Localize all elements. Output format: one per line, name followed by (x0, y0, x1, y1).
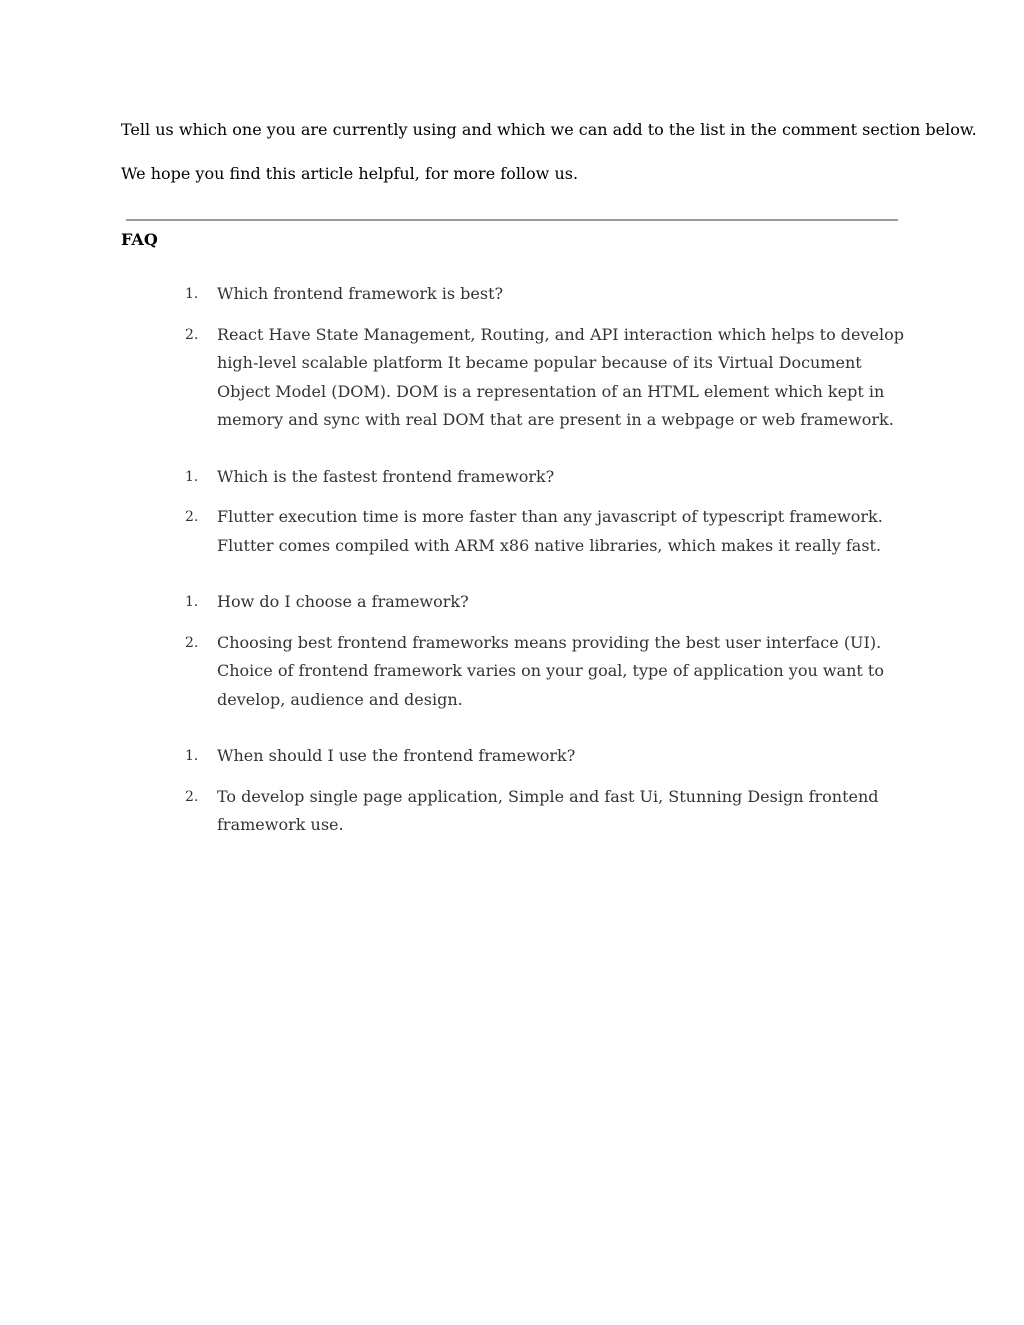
faq-answer (185, 321, 910, 435)
question-text: How do I choose a framework? (217, 592, 469, 611)
horizontal-divider (126, 219, 898, 221)
answer-text: Flutter execution time is more faster than any javascript of typescript framework. Flutter comes compiled with ARM x86 native libraries, which makes it really fast. (217, 507, 883, 555)
faq-heading: FAQ (121, 230, 158, 249)
answer-text: Choosing best frontend frameworks means providing the best user interface (UI). Choice of frontend framework varies on your goal, type of application you want to develop, audience and design. (217, 632, 884, 709)
question-text: Which is the fastest frontend framework? (217, 466, 555, 486)
faq-item (185, 463, 910, 561)
list-number: 2. (185, 326, 199, 343)
faq-answer (185, 503, 910, 560)
faq-item (185, 280, 910, 435)
faq-question (185, 588, 910, 617)
faq-list (185, 280, 910, 868)
answer-text: React Have State Management, Routing, and API interaction which helps to develop high-level scalable platform It became popular because of its Virtual Document Object Model (DOM). DOM is a representation of an HTML element which kept in memory and sync with real DOM that are present in a webpage or web framework. (217, 324, 904, 429)
list-number: 1. (185, 594, 199, 610)
faq-question (185, 280, 910, 309)
faq-answer (185, 783, 910, 840)
list-number: 2. (185, 634, 199, 651)
list-number: 1. (185, 748, 199, 764)
list-number: 2. (185, 788, 199, 805)
faq-item (185, 588, 910, 714)
list-number: 1. (185, 286, 199, 302)
question-text: Which frontend framework is best? (217, 284, 504, 303)
intro-paragraph-comment: Tell us which one you are currently using and which we can add to the list in the comment section below. (121, 120, 977, 139)
intro-paragraph-follow: We hope you find this article helpful, for more follow us. (121, 164, 579, 183)
list-number: 1. (185, 468, 199, 485)
faq-question (185, 742, 910, 771)
list-number: 2. (185, 509, 199, 525)
question-text: When should I use the frontend framework? (217, 746, 576, 765)
faq-item (185, 742, 910, 840)
faq-question (185, 463, 910, 492)
faq-answer (185, 629, 910, 715)
answer-text: To develop single page application, Simple and fast Ui, Stunning Design frontend framework use. (217, 786, 879, 834)
